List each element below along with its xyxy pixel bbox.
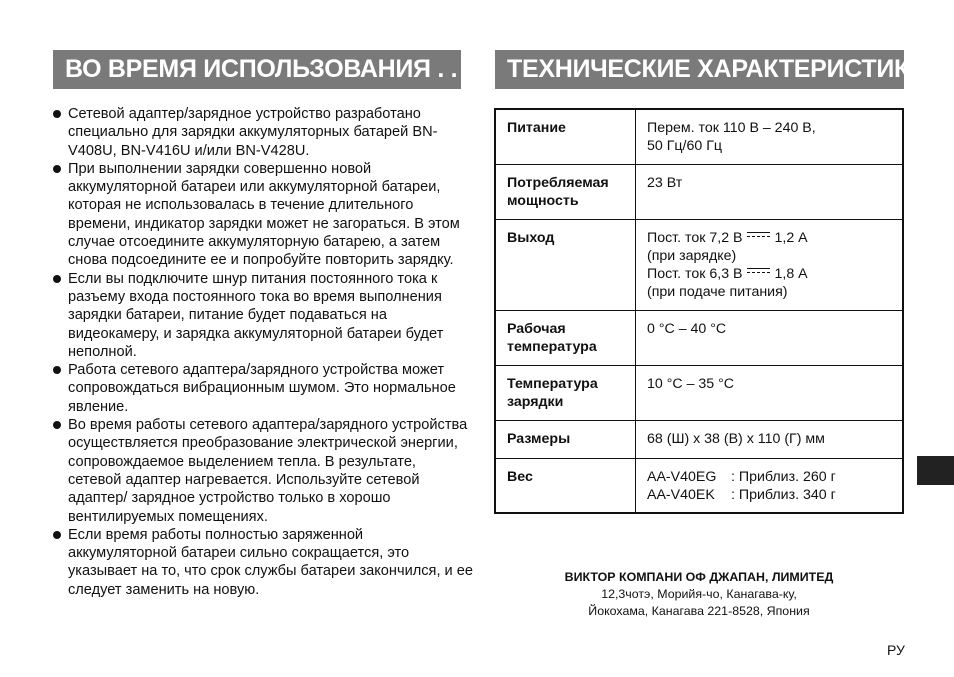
spec-value: 0 °C – 40 °C [636,310,904,365]
spec-value: AA-V40EG : Приблиз. 260 г AA-V40EK : Приблиз. 340 г [636,458,904,513]
bullet-icon [53,421,61,429]
spec-label: Потребляемая мощность [495,164,636,219]
list-item: Если вы подключите шнур питания постоянного тока к разъему входа постоянного тока во время выполнения зарядки батареи, питание будет подаваться на видеокамеру, и зарядка аккумуляторной батареи будет неполной. [53,270,473,361]
company-name: ВИКТОР КОМПАНИ ОФ ДЖАПАН, ЛИМИТЕД [564,570,834,584]
spec-value: Перем. ток 110 В – 240 В, 50 Гц/60 Гц [636,109,904,164]
table-row [495,365,903,420]
table-row [495,219,903,310]
list-item: При выполнении зарядки совершенно новой аккумуляторной батареи или аккумуляторной батареи, которая не использовалась в течение длительного времени, индикатор зарядки может не загораться. В этом случае отсоедините аккумуляторную батарею, а затем снова подсоедините ее и попробуйте повторить зарядку. [53,160,473,270]
spec-label: Рабочая температура [495,310,636,365]
table-row [495,310,903,365]
table-row [495,420,903,458]
page-language-label: РУ [887,642,905,658]
spec-label: Выход [495,219,636,310]
bullet-icon [53,275,61,283]
usage-notes-list [53,105,473,599]
table-row [495,164,903,219]
spec-label: Температура зарядки [495,365,636,420]
list-item: Если время работы полностью заряженной аккумуляторной батареи сильно сокращается, это указывает на то, что срок службы батареи закончился, и ее следует заменить на новую. [53,526,473,599]
company-info [494,569,904,620]
section-heading-usage: ВО ВРЕМЯ ИСПОЛЬЗОВАНИЯ . . . [53,50,461,89]
bullet-icon [53,531,61,539]
bullet-icon [53,366,61,374]
spec-value: 68 (Ш) x 38 (В) x 110 (Г) мм [636,420,904,458]
company-address-line: Йокохама, Канагава 221-8528, Япония [588,604,810,618]
section-heading-specifications: ТЕХНИЧЕСКИЕ ХАРАКТЕРИСТИКИ [495,50,904,89]
list-item: Работа сетевого адаптера/зарядного устройства может сопровождаться вибрационным шумом. Это нормальное явление. [53,361,473,416]
bullet-icon [53,165,61,173]
spec-value: 10 °C – 35 °C [636,365,904,420]
spec-value: Пост. ток 7,2 В 1,2 А (при зарядке) Пост. ток 6,3 В 1,8 А (при подаче питания) [636,219,904,310]
section-tab-marker [917,456,954,485]
spec-label: Вес [495,458,636,513]
spec-value: 23 Вт [636,164,904,219]
specifications-table [494,108,904,514]
company-address-line: 12,3чотэ, Морийя-чо, Канагава-ку, [601,587,797,601]
table-row [495,109,903,164]
list-item: Во время работы сетевого адаптера/зарядного устройства осуществляется преобразование электрической энергии, сопровождаемое выделением тепла. В результате, сетевой адаптер нагревается. Используйте сетевой адаптер/ зарядное устройство только в хорошо вентилируемых помещениях. [53,416,473,526]
dc-symbol-icon [747,268,770,276]
dc-symbol-icon [747,232,770,240]
spec-label: Размеры [495,420,636,458]
spec-label: Питание [495,109,636,164]
bullet-icon [53,110,61,118]
table-row [495,458,903,513]
list-item: Сетевой адаптер/зарядное устройство разработано специально для зарядки аккумуляторных батарей BN-V408U, BN-V416U и/или BN-V428U. [53,105,473,160]
